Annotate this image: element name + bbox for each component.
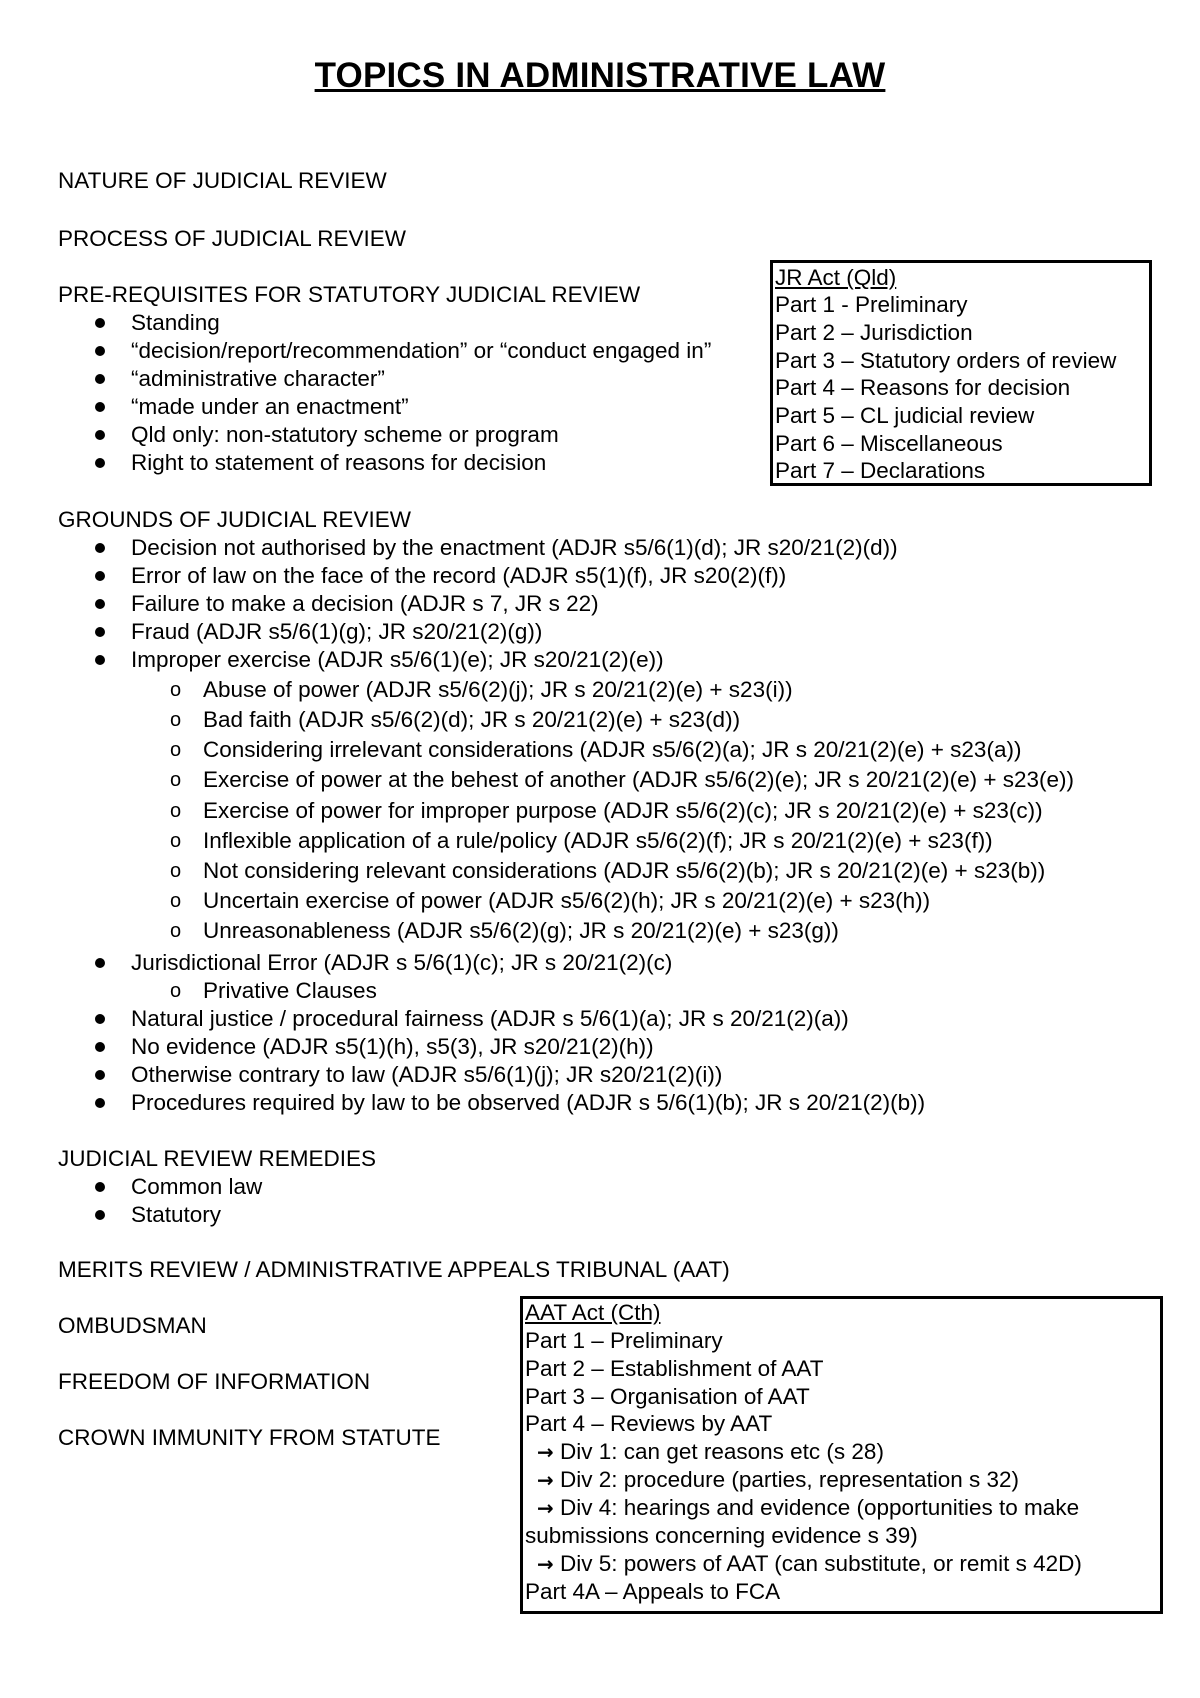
bullet-icon — [95, 1098, 105, 1108]
bullet-icon — [95, 1210, 105, 1220]
jr-act-part: Part 5 – CL judicial review — [775, 403, 1035, 428]
heading-process-of-judicial-review: PROCESS OF JUDICIAL REVIEW — [58, 226, 406, 251]
aat-act-heading: AAT Act (Cth) — [525, 1300, 661, 1325]
heading-ombudsman: OMBUDSMAN — [58, 1313, 207, 1338]
aat-act-division-label: Div 4: hearings and evidence (opportunities to make — [560, 1495, 1080, 1520]
aat-act-division — [537, 1438, 884, 1466]
bullet-icon — [95, 458, 105, 468]
circle-bullet-icon: o — [170, 830, 182, 852]
heading-nature-of-judicial-review: NATURE OF JUDICIAL REVIEW — [58, 168, 387, 193]
bullet-icon — [95, 430, 105, 440]
list-item: “decision/report/recommendation” or “conduct engaged in” — [131, 338, 712, 363]
jr-act-heading: JR Act (Qld) — [775, 265, 897, 290]
bullet-icon — [95, 318, 105, 328]
bullet-icon — [95, 1014, 105, 1024]
aat-act-division-continuation: submissions concerning evidence s 39) — [525, 1523, 918, 1548]
jr-act-part: Part 7 – Declarations — [775, 458, 986, 483]
bullet-icon — [95, 374, 105, 384]
right-arrow-icon: → — [537, 1552, 554, 1576]
bullet-icon — [95, 958, 105, 968]
sub-list-item: Bad faith (ADJR s5/6(2)(d); JR s 20/21(2)(e) + s23(d)) — [203, 707, 741, 732]
bullet-icon — [95, 599, 105, 609]
aat-act-division — [537, 1494, 1079, 1522]
list-item: Natural justice / procedural fairness (ADJR s 5/6(1)(a); JR s 20/21(2)(a)) — [131, 1006, 849, 1031]
list-item: Otherwise contrary to law (ADJR s5/6(1)(j); JR s20/21(2)(i)) — [131, 1062, 723, 1087]
aat-act-division — [537, 1466, 1019, 1494]
sub-list-item: Exercise of power for improper purpose (ADJR s5/6(2)(c); JR s 20/21(2)(e) + s23(c)) — [203, 798, 1043, 823]
heading-merits-review: MERITS REVIEW / ADMINISTRATIVE APPEALS TRIBUNAL (AAT) — [58, 1257, 730, 1282]
aat-act-part: Part 4A – Appeals to FCA — [525, 1579, 781, 1604]
jr-act-box — [770, 260, 1152, 486]
list-item: Standing — [131, 310, 220, 335]
jr-act-part: Part 3 – Statutory orders of review — [775, 348, 1117, 373]
sub-list-item: Exercise of power at the behest of another (ADJR s5/6(2)(e); JR s 20/21(2)(e) + s23(e)) — [203, 767, 1074, 792]
aat-act-division-label: Div 5: powers of AAT (can substitute, or remit s 42D) — [560, 1551, 1082, 1576]
sub-list-item: Uncertain exercise of power (ADJR s5/6(2)(h); JR s 20/21(2)(e) + s23(h)) — [203, 888, 931, 913]
bullet-icon — [95, 543, 105, 553]
bullet-icon — [95, 1182, 105, 1192]
heading-crown-immunity: CROWN IMMUNITY FROM STATUTE — [58, 1425, 441, 1450]
aat-act-division-label: Div 2: procedure (parties, representation s 32) — [560, 1467, 1020, 1492]
aat-act-division — [537, 1550, 1082, 1578]
sub-list-item: Not considering relevant considerations (ADJR s5/6(2)(b); JR s 20/21(2)(e) + s23(b)) — [203, 858, 1046, 883]
list-item: Failure to make a decision (ADJR s 7, JR s 22) — [131, 591, 599, 616]
bullet-icon — [95, 1070, 105, 1080]
sub-list-item: Abuse of power (ADJR s5/6(2)(j); JR s 20/21(2)(e) + s23(i)) — [203, 677, 793, 702]
bullet-icon — [95, 346, 105, 356]
bullet-icon — [95, 402, 105, 412]
aat-act-part: Part 3 – Organisation of AAT — [525, 1384, 810, 1409]
bullet-icon — [95, 1042, 105, 1052]
circle-bullet-icon: o — [170, 800, 182, 822]
circle-bullet-icon: o — [170, 980, 182, 1002]
list-item: Qld only: non-statutory scheme or program — [131, 422, 559, 447]
list-item: Right to statement of reasons for decision — [131, 450, 547, 475]
sub-list-item: Inflexible application of a rule/policy (ADJR s5/6(2)(f); JR s 20/21(2)(e) + s23(f)) — [203, 828, 993, 853]
list-item: Improper exercise (ADJR s5/6(1)(e); JR s20/21(2)(e)) — [131, 647, 664, 672]
page-title: TOPICS IN ADMINISTRATIVE LAW — [314, 56, 886, 95]
circle-bullet-icon: o — [170, 860, 182, 882]
right-arrow-icon: → — [537, 1440, 554, 1464]
circle-bullet-icon: o — [170, 920, 182, 942]
list-item: Common law — [131, 1174, 263, 1199]
right-arrow-icon: → — [537, 1496, 554, 1520]
circle-bullet-icon: o — [170, 890, 182, 912]
bullet-icon — [95, 655, 105, 665]
bullet-icon — [95, 627, 105, 637]
aat-act-box — [520, 1296, 1163, 1614]
jr-act-part: Part 1 - Preliminary — [775, 292, 968, 317]
circle-bullet-icon: o — [170, 739, 182, 761]
jr-act-part: Part 4 – Reasons for decision — [775, 375, 1071, 400]
heading-prerequisites: PRE-REQUISITES FOR STATUTORY JUDICIAL REVIEW — [58, 282, 641, 307]
list-item: No evidence (ADJR s5(1)(h), s5(3), JR s20/21(2)(h)) — [131, 1034, 654, 1059]
list-item: “administrative character” — [131, 366, 385, 391]
list-item: Decision not authorised by the enactment (ADJR s5/6(1)(d); JR s20/21(2)(d)) — [131, 535, 898, 560]
list-item: Error of law on the face of the record (ADJR s5(1)(f), JR s20(2)(f)) — [131, 563, 787, 588]
aat-act-division-label: Div 1: can get reasons etc (s 28) — [560, 1439, 884, 1464]
circle-bullet-icon: o — [170, 709, 182, 731]
heading-grounds: GROUNDS OF JUDICIAL REVIEW — [58, 507, 411, 532]
aat-act-part: Part 2 – Establishment of AAT — [525, 1356, 824, 1381]
right-arrow-icon: → — [537, 1468, 554, 1492]
circle-bullet-icon: o — [170, 769, 182, 791]
list-item: Statutory — [131, 1202, 222, 1227]
jr-act-part: Part 6 – Miscellaneous — [775, 431, 1003, 456]
heading-freedom-of-information: FREEDOM OF INFORMATION — [58, 1369, 371, 1394]
sub-list-item: Unreasonableness (ADJR s5/6(2)(g); JR s 20/21(2)(e) + s23(g)) — [203, 918, 839, 943]
circle-bullet-icon: o — [170, 679, 182, 701]
bullet-icon — [95, 571, 105, 581]
aat-act-part: Part 1 – Preliminary — [525, 1328, 723, 1353]
heading-remedies: JUDICIAL REVIEW REMEDIES — [58, 1146, 376, 1171]
sub-list-item: Privative Clauses — [203, 978, 377, 1003]
list-item: Fraud (ADJR s5/6(1)(g); JR s20/21(2)(g)) — [131, 619, 543, 644]
aat-act-part: Part 4 – Reviews by AAT — [525, 1411, 773, 1436]
sub-list-item: Considering irrelevant considerations (ADJR s5/6(2)(a); JR s 20/21(2)(e) + s23(a)) — [203, 737, 1022, 762]
list-item: Jurisdictional Error (ADJR s 5/6(1)(c); JR s 20/21(2)(c) — [131, 950, 673, 975]
list-item: “made under an enactment” — [131, 394, 409, 419]
list-item: Procedures required by law to be observed (ADJR s 5/6(1)(b); JR s 20/21(2)(b)) — [131, 1090, 926, 1115]
jr-act-part: Part 2 – Jurisdiction — [775, 320, 973, 345]
